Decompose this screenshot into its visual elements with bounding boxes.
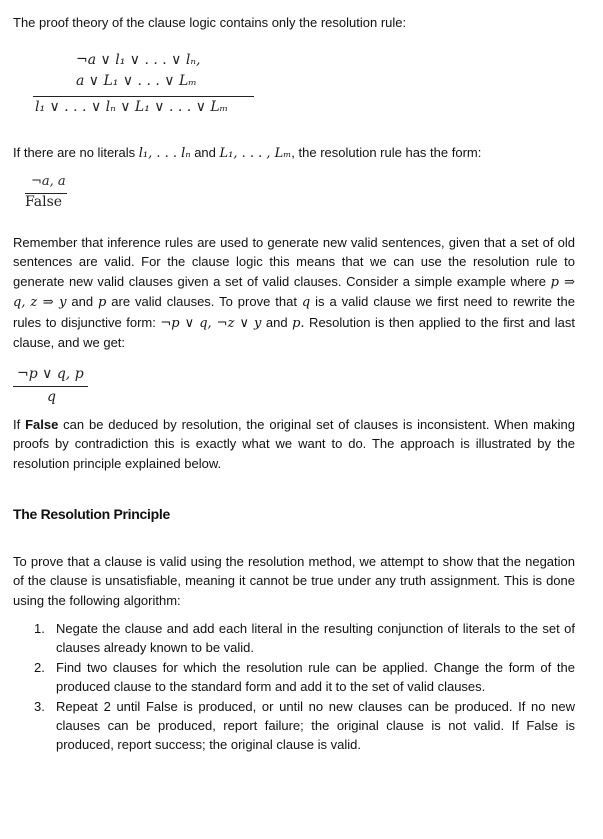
- algorithm-steps: [34, 619, 575, 755]
- step-number: 3.: [34, 698, 45, 714]
- no-literals-and: and: [190, 145, 220, 160]
- no-literals-lits2: L₁, . . . , Lₘ: [219, 146, 292, 161]
- remember-paragraph: [13, 233, 575, 352]
- remember-math-1: p ⇒ q,: [13, 274, 575, 311]
- step-number: 1.: [34, 621, 45, 636]
- step-text: Find two clauses for which the resolution rule can be applied. Change the form of the produced clause to the standard form and add it to the set of valid clauses.: [56, 659, 575, 695]
- step-number: 2.: [34, 659, 45, 675]
- empty-rule-conclusion: False: [25, 194, 63, 210]
- step-item: [34, 697, 575, 755]
- remember-text-5: and: [261, 314, 293, 330]
- remember-text-2: and: [66, 294, 99, 310]
- example-rule-premise: ¬p ∨ q, p: [17, 366, 84, 382]
- remember-text-3: are valid clauses. To prove that: [106, 294, 302, 310]
- empty-rule-premise: ¬a, a: [31, 174, 66, 189]
- false-bold: False: [25, 417, 59, 432]
- false-text-1: If: [13, 417, 26, 432]
- rule-premise-1: ¬a ∨ l₁ ∨ . . . ∨ lₙ,: [76, 52, 201, 68]
- false-paragraph: [13, 415, 575, 473]
- section-heading: The Resolution Principle: [13, 506, 170, 522]
- remember-text-1: Remember that inference rules are used to generate new valid sentences, given that a set of old sentences are valid. For the clause logic this means that we can use the resolution rule to generate new valid clauses given a set of valid clauses. Consider a simple example where: [13, 235, 575, 289]
- step-text: Negate the clause and add each literal in the resulting conjunction of literals to the set of clauses already known to be valid.: [56, 621, 575, 656]
- remember-math-6: p.: [292, 315, 305, 331]
- remember-math-3: p: [98, 295, 107, 311]
- principle-paragraph: To prove that a clause is valid using the resolution method, we attempt to show that the negation of the clause is unsatisfiable, meaning it cannot be true under any truth assignment. This is done using the following algorithm:: [13, 554, 575, 608]
- no-literals-text-1: If there are no literals: [13, 145, 139, 160]
- remember-text-6: Resolution is then applied to the first and last clause, and we get:: [13, 314, 575, 351]
- no-literals-text-2: , the resolution rule has the form:: [291, 145, 482, 160]
- no-literals-lits1: l₁, . . . lₙ: [138, 146, 191, 161]
- intro-paragraph: The proof theory of the clause logic contains only the resolution rule:: [13, 15, 407, 30]
- rule-divider: [33, 96, 254, 97]
- remember-text-4: is a valid clause we first need to rewrite the rules to disjunctive form:: [13, 294, 575, 330]
- rule-conclusion: l₁ ∨ . . . ∨ lₙ ∨ L₁ ∨ . . . ∨ Lₘ: [35, 99, 229, 115]
- example-rule-divider: [13, 386, 88, 387]
- step-item: [34, 619, 575, 658]
- step-item: [34, 658, 575, 697]
- remember-math-2: z ⇒ y: [30, 295, 67, 311]
- step-text: Repeat 2 until False is produced, or until no new clauses can be produced. If no new clauses can be produced, report failure; the original clause is not valid. If False is produced, report success; the original clause is valid.: [56, 698, 575, 753]
- rule-premise-2: a ∨ L₁ ∨ . . . ∨ Lₘ: [76, 73, 197, 89]
- remember-math-4: q: [301, 295, 311, 311]
- no-literals-paragraph: [13, 143, 575, 163]
- example-rule-conclusion: q: [47, 389, 56, 405]
- remember-math-5: ¬p ∨ q, ¬z ∨ y: [160, 315, 262, 331]
- false-text-2: can be deduced by resolution, the original set of clauses is inconsistent. When making proofs by contradiction this is exactly what we want to do. The approach is illustrated by the resolution principle explained below.: [13, 417, 575, 471]
